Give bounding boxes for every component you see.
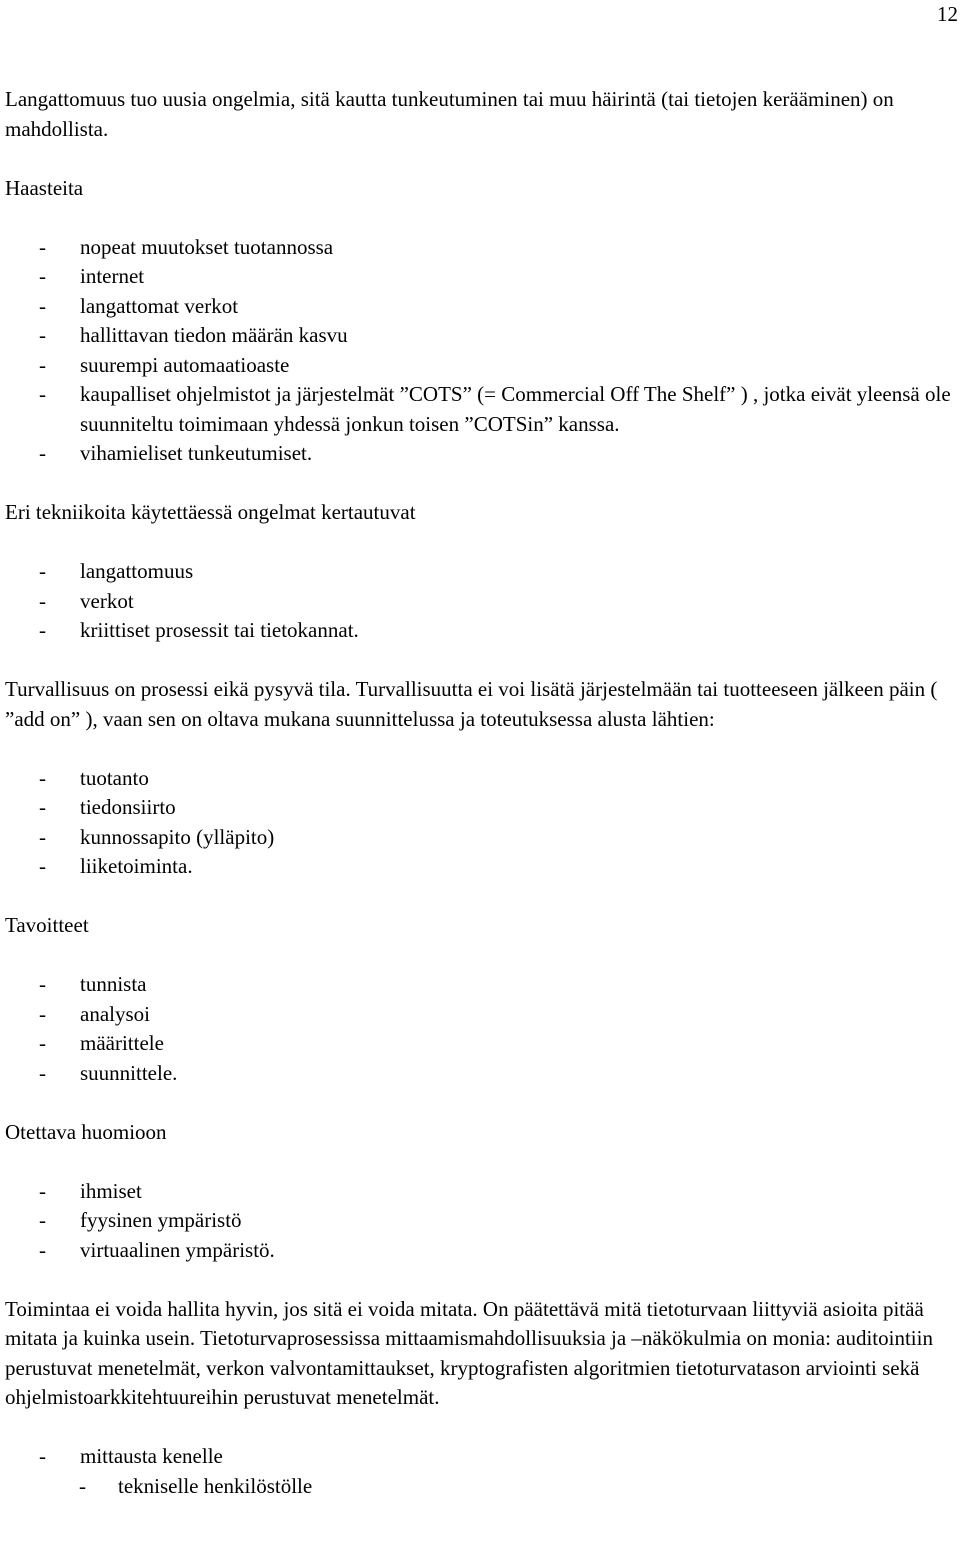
measurement-sub-list — [5, 1472, 955, 1502]
challenges-heading: Haasteita — [5, 175, 84, 200]
security-process-paragraph: Turvallisuus on prosessi eikä pysyvä tila. Turvallisuutta ei voi lisätä järjestelmään tai tuotteeseen jälkeen päin ( ”add on” ), vaan sen on oltava mukana suunnittelussa ja toteutuksessa alusta lähtien: — [5, 677, 938, 731]
goals-heading: Tavoitteet — [5, 913, 89, 937]
list-item: - kunnossapito (ylläpito) — [39, 824, 275, 849]
list-item: - fyysinen ympäristö — [39, 1208, 242, 1232]
list-item: - langattomat verkot — [39, 293, 239, 318]
list-item: - analysoi — [39, 1001, 150, 1026]
measurement-list — [5, 1442, 955, 1472]
list-item: - verkot — [39, 588, 134, 613]
list-item: - tuotanto — [39, 765, 149, 790]
list-item: - mittausta kenelle — [39, 1444, 223, 1468]
list-item: - virtuaalinen ympäristö. — [39, 1237, 275, 1262]
list-item: - tiedonsiirto — [39, 795, 176, 819]
list-item: - kaupalliset ohjelmistot ja järjestelmät ”COTS” (= Commercial Off The Shelf” ) , jotka eivät yleensä ole suunniteltu toimimaan yhdessä jonkun toisen ”COTSin” kanssa. — [39, 382, 951, 436]
security-process-list — [5, 764, 955, 882]
list-item: - hallittavan tiedon määrän kasvu — [39, 323, 348, 347]
page-number: 12 — [937, 2, 958, 26]
consider-list — [5, 1177, 955, 1266]
list-item: - ihmiset — [39, 1178, 142, 1203]
intro-paragraph: Langattomuus tuo uusia ongelmia, sitä kautta tunkeutuminen tai muu häirintä (tai tietojen kerääminen) on mahdollista. — [5, 87, 894, 141]
techniques-heading: Eri tekniikoita käytettäessä ongelmat kertautuvat — [5, 500, 416, 524]
list-item: - vihamieliset tunkeutumiset. — [39, 441, 313, 465]
list-item: - kriittiset prosessit tai tietokannat. — [39, 618, 359, 642]
techniques-list — [5, 557, 955, 646]
list-item: - langattomuus — [39, 559, 194, 583]
list-item: - suunnittele. — [39, 1060, 178, 1085]
consider-heading: Otettava huomioon — [5, 1119, 167, 1144]
goals-list — [5, 970, 955, 1088]
challenges-list — [5, 233, 955, 469]
list-item: - nopeat muutokset tuotannossa — [39, 234, 334, 259]
list-item: - suurempi automaatioaste — [39, 352, 290, 377]
list-item: - liiketoiminta. — [39, 854, 193, 878]
list-item: - tekniselle henkilöstölle — [79, 1473, 313, 1498]
list-item: - määrittele — [39, 1031, 164, 1055]
list-item: - tunnista — [39, 972, 147, 996]
measurement-paragraph: Toimintaa ei voida hallita hyvin, jos sitä ei voida mitata. On päätettävä mitä tietoturvaan liittyviä asioita pitää mitata ja kuinka usein. Tietoturvaprosessissa mittaamismahdollisuuksia ja –näkökulmia on monia: auditointiin perustuvat menetelmät, verkon valvontamittaukset, kryptografisten algoritmien tietoturvatason arviointi sekä ohjelmistoarkkitehtuureihin perustuvat menetelmät. — [5, 1296, 933, 1409]
document-body — [5, 85, 955, 1501]
list-item: - internet — [39, 264, 145, 288]
